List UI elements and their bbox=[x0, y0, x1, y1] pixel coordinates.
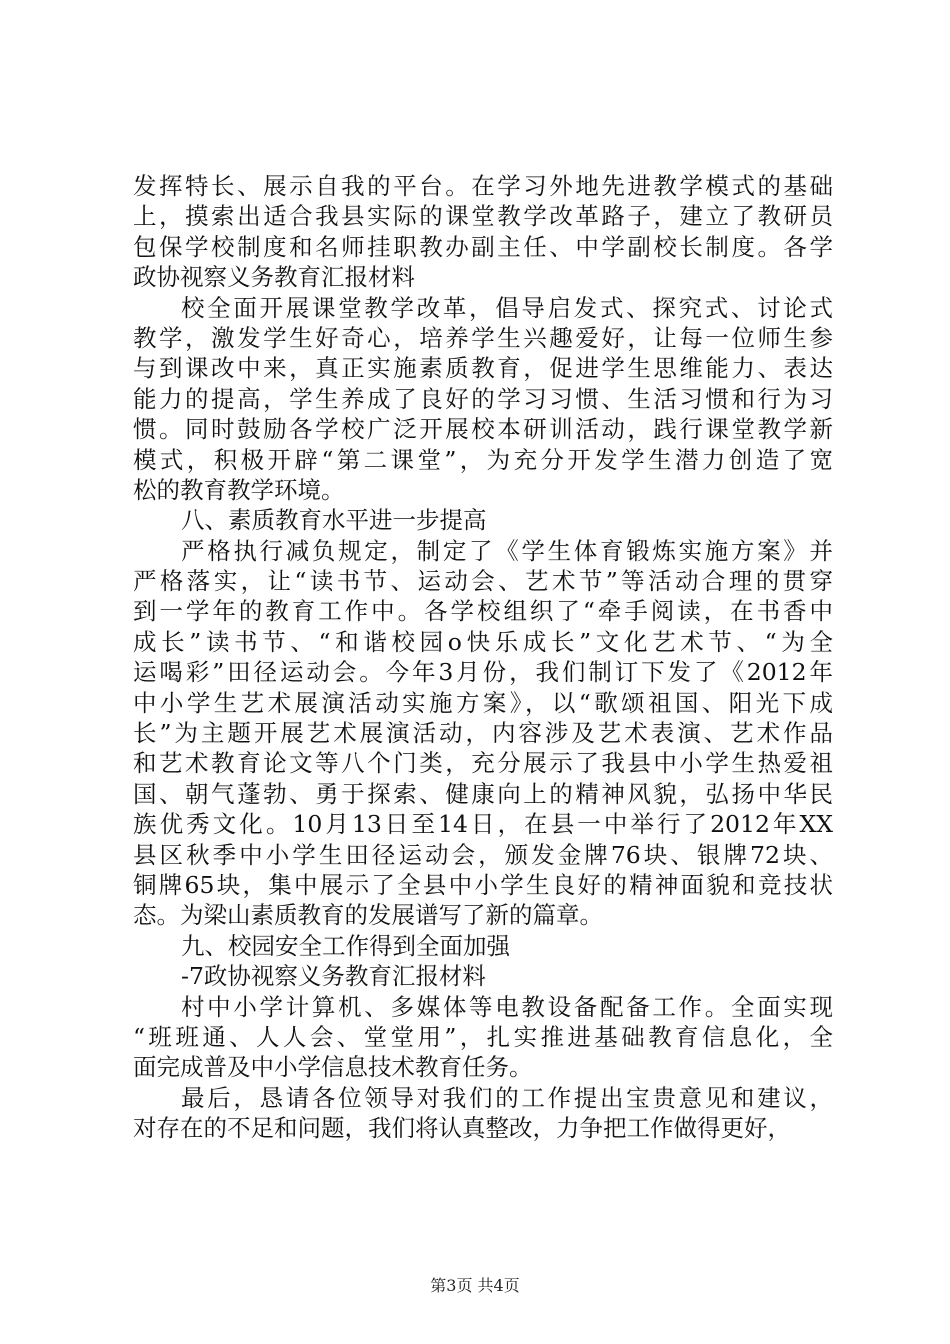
text-line: 能力的提高，学生养成了良好的学习习惯、生活习惯和行为习 bbox=[133, 384, 833, 413]
text-line: 上，摸索出适合我县实际的课堂教学改革路子，建立了教研员 bbox=[133, 202, 833, 231]
text-line: 严格落实，让“读书节、运动会、艺术节”等活动合理的贯穿 bbox=[133, 567, 833, 596]
paragraph bbox=[133, 293, 833, 506]
document-body bbox=[133, 171, 833, 1144]
paragraph bbox=[133, 992, 833, 1083]
text-line: 对存在的不足和问题，我们将认真整改，力争把工作做得更好， bbox=[133, 1114, 791, 1143]
text-line: 政协视察义务教育汇报材料 bbox=[133, 263, 415, 292]
text-line: 八、素质教育水平进一步提高 bbox=[181, 506, 487, 535]
text-line: 发挥特长、展示自我的平台。在学习外地先进教学模式的基础 bbox=[133, 172, 833, 200]
paragraph bbox=[133, 931, 833, 961]
paragraph bbox=[133, 536, 833, 931]
text-line: 中小学生艺术展演活动实施方案》，以“歌颂祖国、阳光下成 bbox=[133, 688, 833, 717]
text-line: 铜牌65块，集中展示了全县中小学生良好的精神面貌和竞技状 bbox=[133, 870, 833, 899]
text-line: 校全面开展课堂教学改革，倡导启发式、探究式、讨论式 bbox=[181, 293, 833, 322]
text-line: “班班通、人人会、堂堂用”，扎实推进基础教育信息化，全 bbox=[133, 1022, 833, 1051]
text-line: 最后，恳请各位领导对我们的工作提出宝贵意见和建议， bbox=[181, 1083, 833, 1112]
paragraph bbox=[133, 961, 833, 991]
text-line: 教学，激发学生好奇心，培养学生兴趣爱好，让每一位师生参 bbox=[133, 323, 833, 352]
page-footer: 第3页 共4页 bbox=[430, 1276, 520, 1295]
text-line: 到一学年的教育工作中。各学校组织了“牵手阅读，在书香中 bbox=[133, 597, 833, 626]
text-line: 县区秋季中小学生田径运动会，颁发金牌76块、银牌72块、 bbox=[133, 840, 833, 869]
text-line: 惯。同时鼓励各学校广泛开展校本研训活动，践行课堂教学新 bbox=[133, 415, 833, 444]
text-line: 面完成普及中小学信息技术教育任务。 bbox=[133, 1053, 533, 1082]
text-line: 长”为主题开展艺术展演活动，内容涉及艺术表演、艺术作品 bbox=[133, 719, 833, 748]
text-line: 国、朝气蓬勃、勇于探索、健康向上的精神风貌，弘扬中华民 bbox=[133, 779, 833, 808]
text-line: 包保学校制度和名师挂职教办副主任、中学副校长制度。各学 bbox=[133, 232, 833, 261]
text-line: 松的教育教学环境。 bbox=[133, 475, 345, 504]
text-line: 九、校园安全工作得到全面加强 bbox=[181, 931, 510, 960]
text-line: 模式，积极开辟“第二课堂”，为充分开发学生潜力创造了宽 bbox=[133, 445, 833, 474]
text-line: 严格执行减负规定，制定了《学生体育锻炼实施方案》并 bbox=[181, 536, 833, 565]
paragraph bbox=[133, 505, 833, 535]
text-line: 与到课改中来，真正实施素质教育，促进学生思维能力、表达 bbox=[133, 354, 833, 383]
text-line: 态。为梁山素质教育的发展谱写了新的篇章。 bbox=[133, 901, 603, 930]
text-line: 和艺术教育论文等八个门类，充分展示了我县中小学生热爱祖 bbox=[133, 749, 833, 778]
text-line: 村中小学计算机、多媒体等电教设备配备工作。全面实现 bbox=[181, 992, 833, 1021]
text-line: 成长”读书节、“和谐校园o快乐成长”文化艺术节、“为全 bbox=[133, 627, 833, 656]
text-line: 运喝彩”田径运动会。今年3月份，我们制订下发了《2012年 bbox=[133, 658, 833, 687]
text-line: -7政协视察义务教育汇报材料 bbox=[181, 962, 486, 991]
paragraph bbox=[133, 1083, 833, 1144]
text-line: 族优秀文化。10月13日至14日，在县一中举行了2012年XX bbox=[133, 810, 833, 839]
paragraph bbox=[133, 171, 833, 293]
